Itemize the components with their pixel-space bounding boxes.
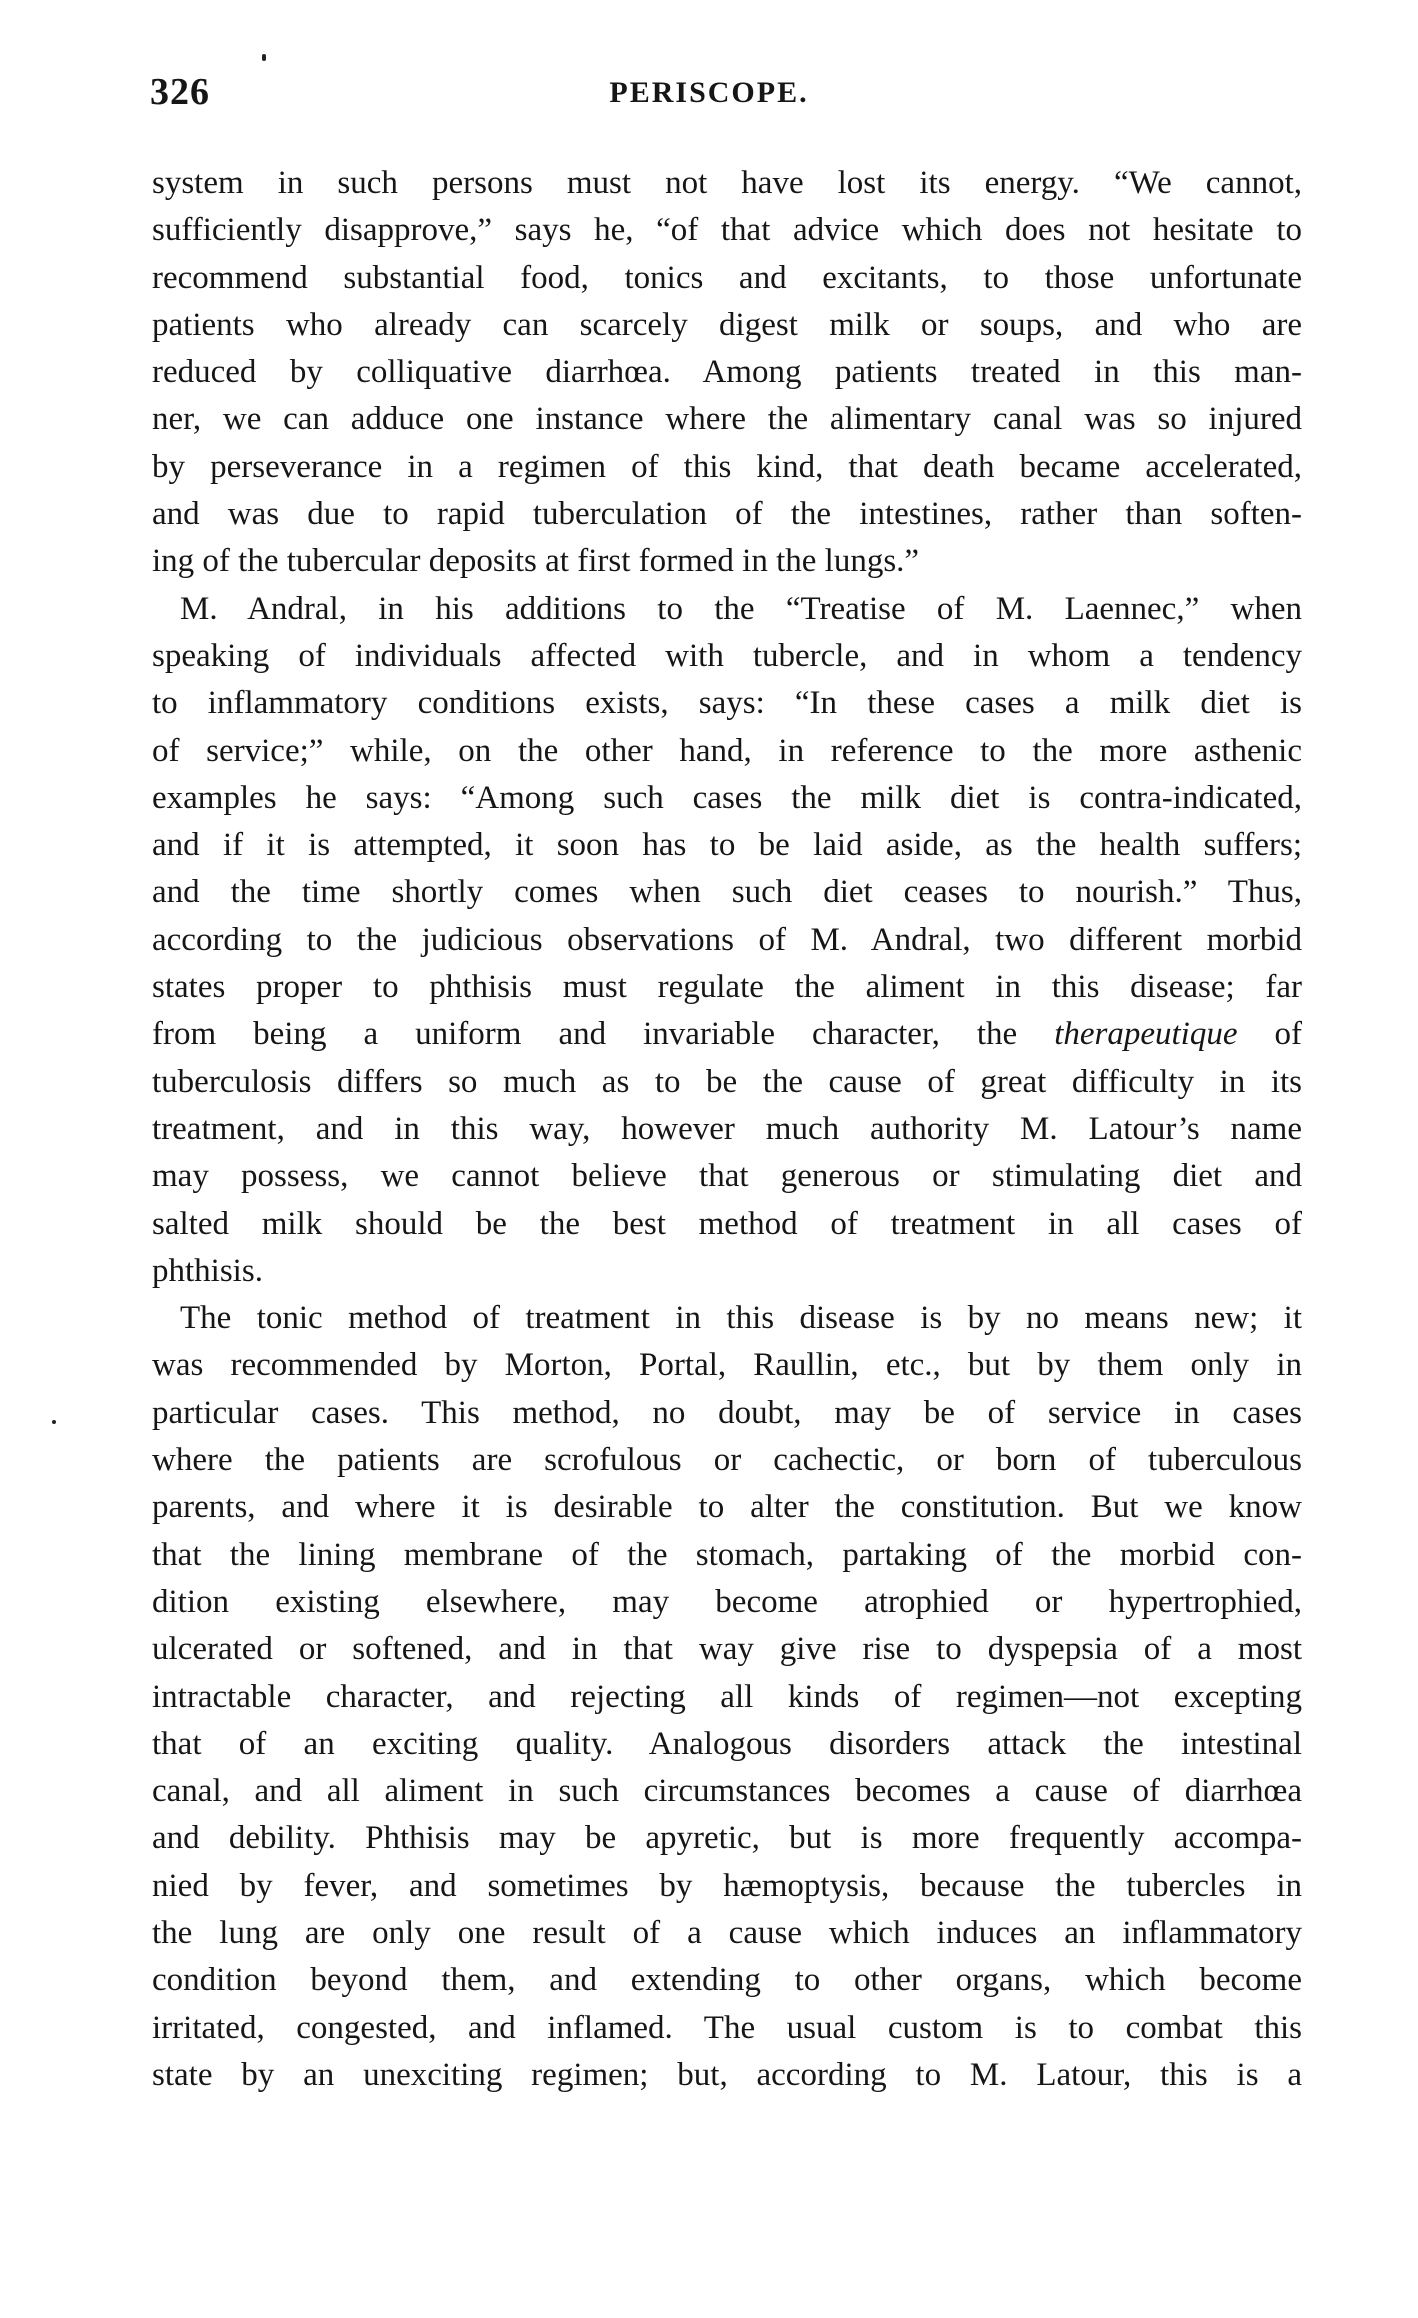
ink-speck-top bbox=[262, 54, 266, 61]
text-line: that of an exciting quality. Analogous disorders attack the intestinal bbox=[152, 1725, 1302, 1762]
text-segment: of bbox=[1237, 1016, 1302, 1053]
text-line: intractable character, and rejecting all kinds of regimen—not excepting bbox=[152, 1678, 1302, 1715]
text-line: particular cases. This method, no doubt, may be of service in cases bbox=[152, 1394, 1302, 1431]
ink-speck-margin bbox=[52, 1420, 56, 1424]
text-line: to inflammatory conditions exists, says: “In these cases a milk diet is bbox=[152, 685, 1302, 722]
text-line-with-italic bbox=[152, 1011, 1302, 1058]
text-line: recommend substantial food, tonics and excitants, to those unfortunate bbox=[152, 259, 1302, 296]
page-number: 326 bbox=[150, 71, 210, 113]
text-line: nied by fever, and sometimes by hæmoptysis, because the tubercles in bbox=[152, 1867, 1302, 1904]
text-line: was recommended by Morton, Portal, Raullin, etc., but by them only in bbox=[152, 1347, 1302, 1384]
paragraph-2 bbox=[152, 586, 1302, 1295]
text-line: and if it is attempted, it soon has to be laid aside, as the health suffers; bbox=[152, 827, 1302, 864]
paragraph-1 bbox=[152, 160, 1302, 586]
text-line: phthisis. bbox=[152, 1252, 263, 1289]
text-line: states proper to phthisis must regulate the aliment in this disease; far bbox=[152, 969, 1302, 1006]
text-line: tuberculosis differs so much as to be the cause of great difficulty in its bbox=[152, 1063, 1302, 1100]
text-line: patients who already can scarcely digest milk or soups, and who are bbox=[152, 306, 1302, 343]
text-line: state by an unexciting regimen; but, according to M. Latour, this is a bbox=[152, 2056, 1302, 2093]
text-line: and debility. Phthisis may be apyretic, but is more frequently accompa- bbox=[152, 1820, 1302, 1857]
text-line: by perseverance in a regimen of this kind, that death became accelerated, bbox=[152, 448, 1302, 485]
italic-term: therapeutique bbox=[1054, 1016, 1238, 1053]
text-line: ulcerated or softened, and in that way give rise to dyspepsia of a most bbox=[152, 1631, 1302, 1668]
text-line: salted milk should be the best method of treatment in all cases of bbox=[152, 1205, 1302, 1242]
text-line: where the patients are scrofulous or cachectic, or born of tuberculous bbox=[152, 1442, 1302, 1479]
text-line: treatment, and in this way, however much authority M. Latour’s name bbox=[152, 1110, 1302, 1147]
text-line: irritated, congested, and inflamed. The usual custom is to combat this bbox=[152, 2009, 1302, 2046]
text-line: condition beyond them, and extending to other organs, which become bbox=[152, 1962, 1302, 1999]
text-line: of service;” while, on the other hand, in reference to the more asthenic bbox=[152, 732, 1302, 769]
text-line: the lung are only one result of a cause which induces an inflammatory bbox=[152, 1914, 1302, 1951]
text-line: The tonic method of treatment in this disease is by no means new; it bbox=[180, 1300, 1302, 1337]
text-line: examples he says: “Among such cases the milk diet is contra-indicated, bbox=[152, 779, 1302, 816]
text-line: and was due to rapid tuberculation of the intestines, rather than soften- bbox=[152, 496, 1302, 533]
text-line: sufficiently disapprove,” says he, “of that advice which does not hesitate to bbox=[152, 212, 1302, 249]
text-line: dition existing elsewhere, may become atrophied or hypertrophied, bbox=[152, 1583, 1302, 1620]
text-line: system in such persons must not have lost its energy. “We cannot, bbox=[152, 165, 1302, 201]
text-line: may possess, we cannot believe that generous or stimulating diet and bbox=[152, 1158, 1302, 1195]
paragraph-3 bbox=[152, 1295, 1302, 2099]
text-line: ner, we can adduce one instance where the alimentary canal was so injured bbox=[152, 401, 1302, 438]
text-line: that the lining membrane of the stomach, partaking of the morbid con- bbox=[152, 1536, 1302, 1573]
text-line: parents, and where it is desirable to alter the constitution. But we know bbox=[152, 1489, 1302, 1526]
text-line: M. Andral, in his additions to the “Treatise of M. Laennec,” when bbox=[180, 590, 1302, 627]
text-line: canal, and all aliment in such circumstances becomes a cause of diarrhœa bbox=[152, 1773, 1302, 1810]
running-head: PERISCOPE. bbox=[609, 76, 809, 109]
text-line: and the time shortly comes when such diet ceases to nourish.” Thus, bbox=[152, 874, 1302, 911]
body-text bbox=[152, 160, 1302, 2099]
text-line: reduced by colliquative diarrhœa. Among patients treated in this man- bbox=[152, 354, 1302, 391]
text-line: speaking of individuals affected with tubercle, and in whom a tendency bbox=[152, 637, 1302, 674]
text-line: according to the judicious observations of M. Andral, two different morbid bbox=[152, 921, 1302, 958]
text-line: ing of the tubercular deposits at first formed in the lungs.” bbox=[152, 543, 920, 580]
text-segment: from being a uniform and invariable character, the bbox=[152, 1016, 1055, 1053]
